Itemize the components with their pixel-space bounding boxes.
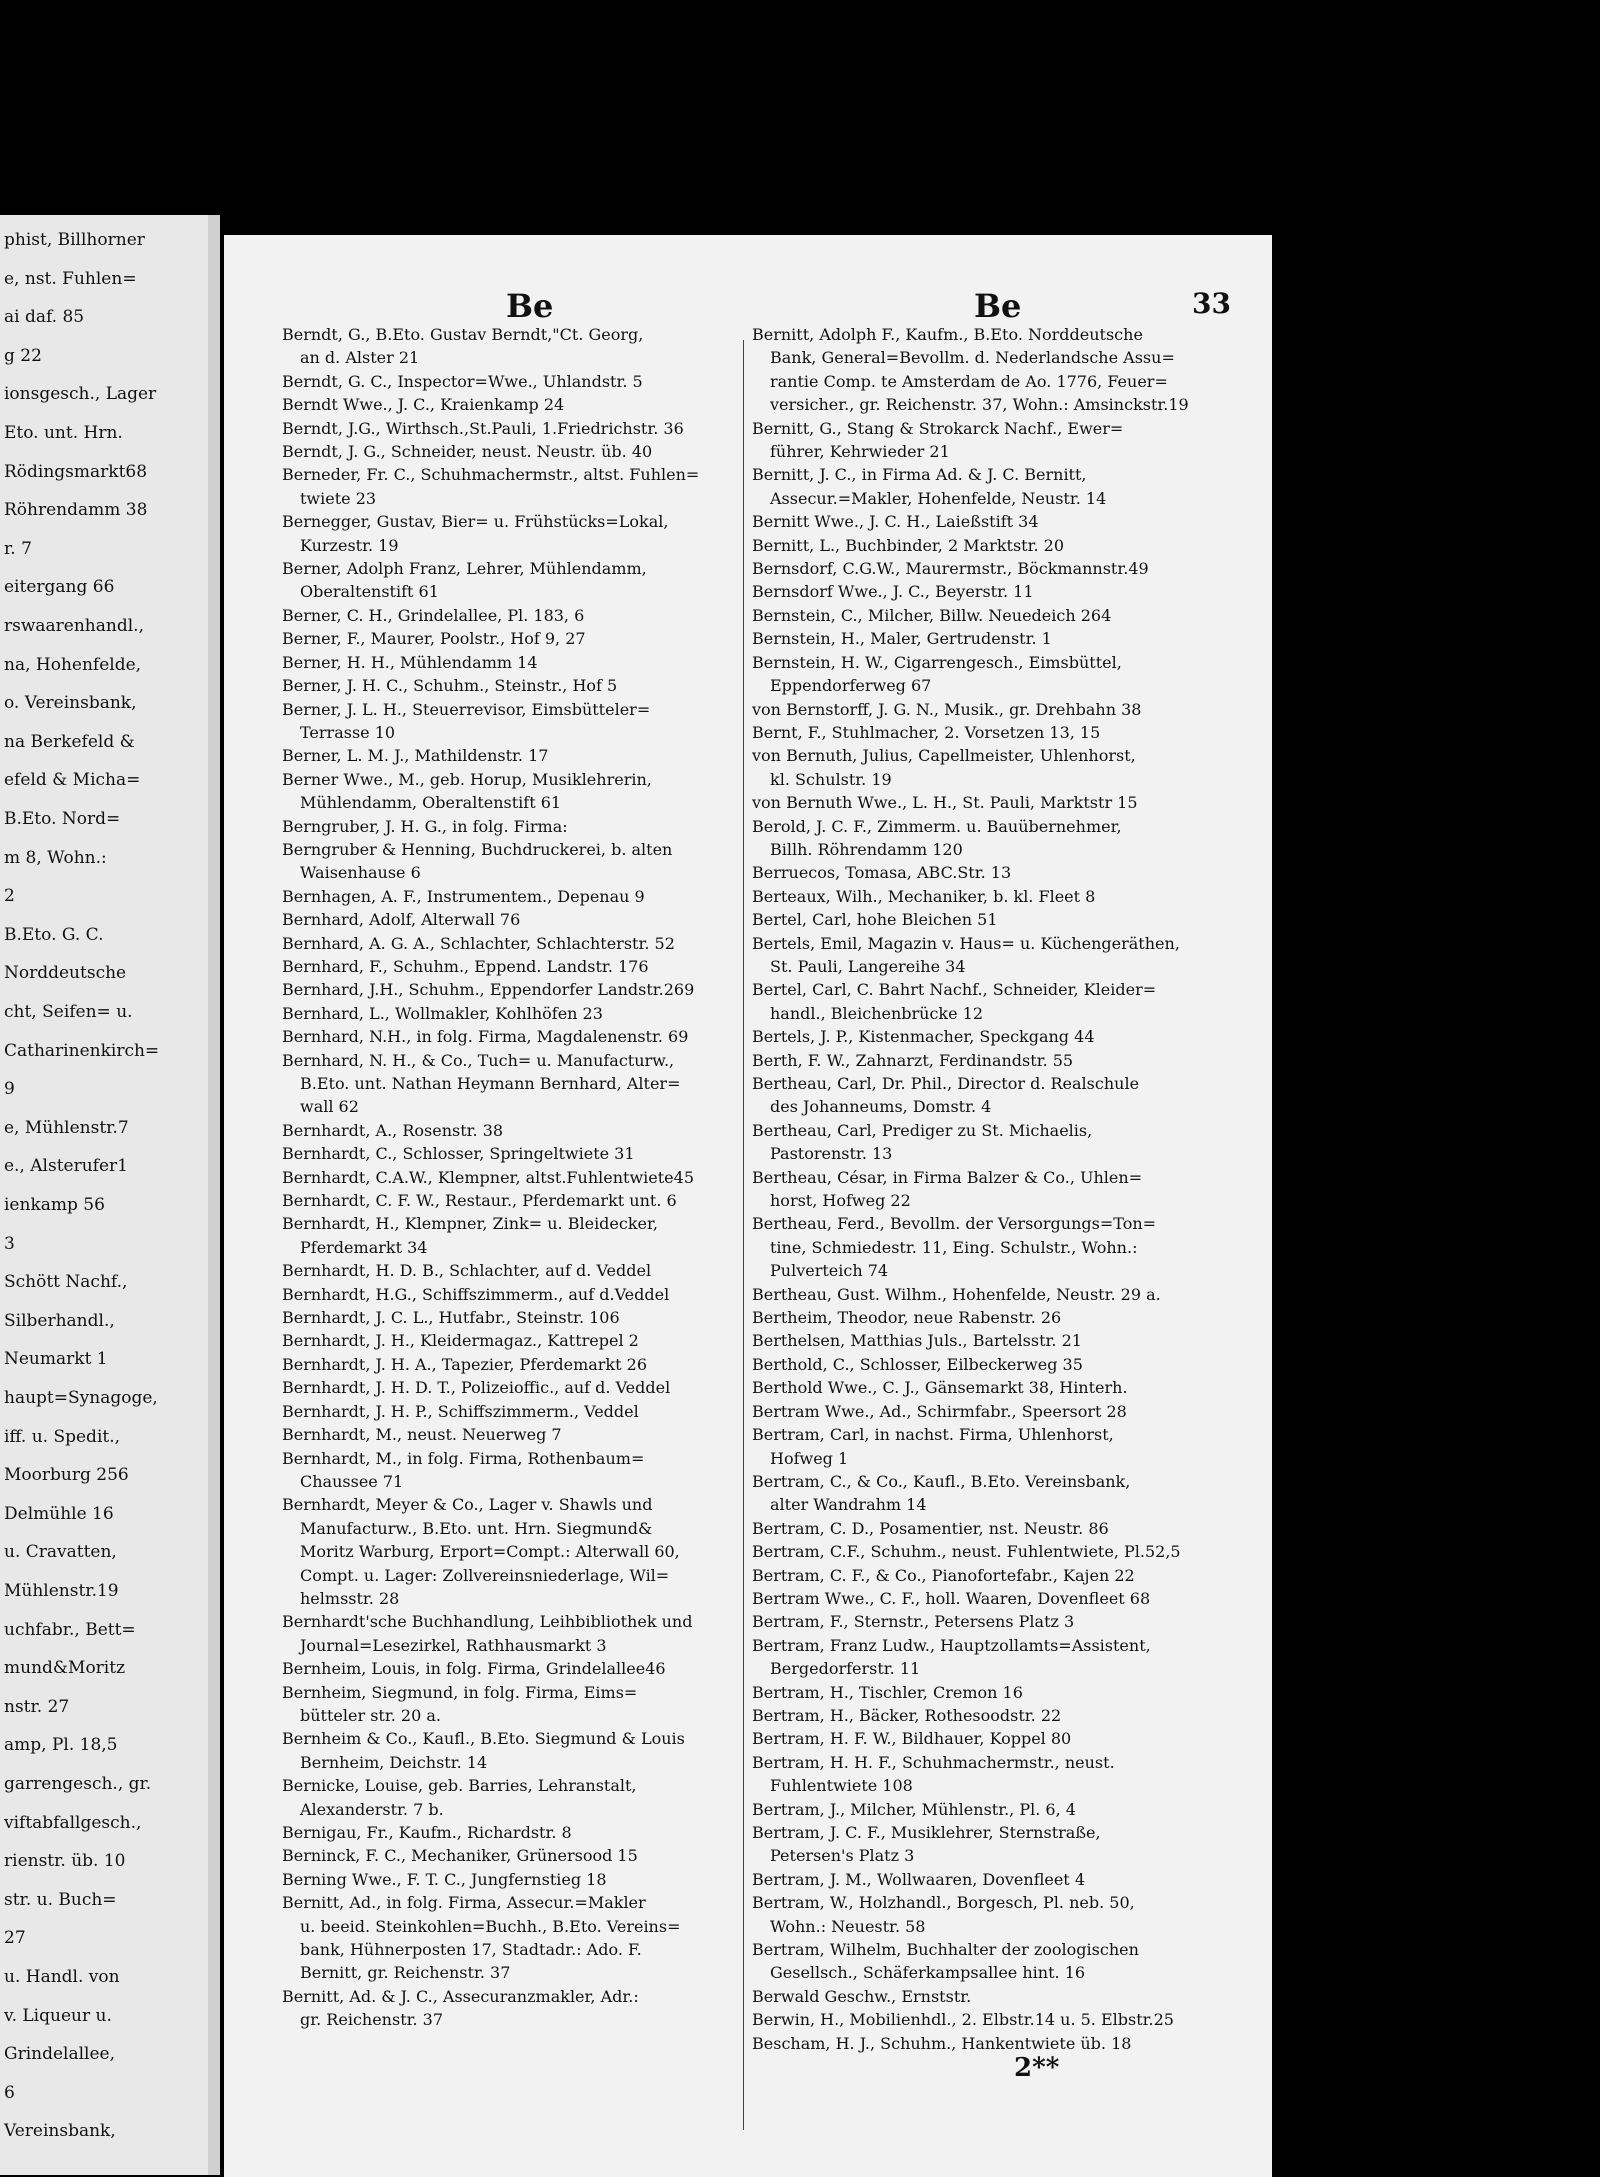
- left-page-text-fragment: Röhrendamm 38: [4, 500, 148, 521]
- directory-entry-line: Bernhardt, Meyer & Co., Lager v. Shawls und: [282, 1495, 653, 1515]
- directory-entry-line: Bertheim, Theodor, neue Rabenstr. 26: [752, 1308, 1062, 1328]
- directory-entry-line: Bertheau, César, in Firma Balzer & Co., Uhlen=: [752, 1167, 1143, 1187]
- directory-entry-line: Bernstein, H., Maler, Gertrudenstr. 1: [752, 629, 1052, 649]
- signature-mark: 2**: [1014, 2053, 1060, 2083]
- left-page-text-fragment: u. Cravatten,: [4, 1542, 117, 1563]
- directory-entry-line: Bernitt, gr. Reichenstr. 37: [300, 1963, 511, 1983]
- left-page-text-fragment: Vereinsbank,: [4, 2121, 116, 2142]
- directory-entry-line: Bertram, C. D., Posamentier, nst. Neustr. 86: [752, 1518, 1109, 1538]
- directory-entry-line: Berner, L. M. J., Mathildenstr. 17: [282, 746, 549, 766]
- directory-entry-line: Berning Wwe., F. T. C., Jungfernstieg 18: [282, 1869, 607, 1889]
- directory-entry-line: Bernhardt, A., Rosenstr. 38: [282, 1120, 504, 1140]
- directory-entry-line: Bescham, H. J., Schuhm., Hankentwiete üb. 18: [752, 2033, 1132, 2053]
- left-page-text-fragment: garrengesch., gr.: [4, 1774, 152, 1794]
- directory-entry-line: Bernhardt, C., Schlosser, Springeltwiete 31: [282, 1144, 635, 1164]
- directory-entry-line: Bertram, J. C. F., Musiklehrer, Sternstraße,: [752, 1823, 1101, 1842]
- directory-entry-line: alter Wandrahm 14: [770, 1495, 927, 1515]
- directory-entry-line: Berninck, F. C., Mechaniker, Grünersood 15: [282, 1846, 638, 1866]
- directory-entry-line: Bertheau, Carl, Prediger zu St. Michaelis,: [752, 1120, 1093, 1140]
- entries-column-left: [282, 323, 734, 2032]
- left-page-text-fragment: str. u. Buch=: [4, 1889, 117, 1910]
- directory-entry-line: Berth, F. W., Zahnarzt, Ferdinandstr. 55: [752, 1050, 1074, 1070]
- left-page-text-fragment: nstr. 27: [4, 1696, 70, 1717]
- directory-entry-line: Berndt, J.G., Wirthsch.,St.Pauli, 1.Friedrichstr. 36: [282, 418, 684, 438]
- directory-entry-line: Bernhardt, C.A.W., Klempner, altst.Fuhlentwiete45: [282, 1167, 694, 1187]
- directory-entry-line: Bernhardt, J. H. A., Tapezier, Pferdemarkt 26: [282, 1354, 647, 1374]
- left-page-text-fragment: rienstr. üb. 10: [4, 1851, 126, 1872]
- left-page-text-fragment: Neumarkt 1: [4, 1349, 108, 1370]
- directory-entry-line: Berndt, G. C., Inspector=Wwe., Uhlandstr. 5: [282, 371, 643, 391]
- directory-entry-line: Berner Wwe., M., geb. Horup, Musiklehrerin,: [282, 769, 652, 789]
- left-page-text-fragment: u. Handl. von: [4, 1967, 120, 1987]
- directory-entry-line: Bertram, H., Bäcker, Rothesoodstr. 22: [752, 1705, 1062, 1725]
- directory-entry-line: Bertram, F., Sternstr., Petersens Platz 3: [752, 1612, 1075, 1632]
- left-page-text-fragment: B.Eto. G. C.: [4, 924, 104, 945]
- directory-entry-line: Bernt, F., Stuhlmacher, 2. Vorsetzen 13, 15: [752, 722, 1101, 742]
- directory-entry-line: Berndt, G., B.Eto. Gustav Berndt,"Ct. Georg,: [282, 325, 644, 344]
- directory-entry-line: führer, Kehrwieder 21: [770, 442, 950, 462]
- directory-entry-line: Bertram, H., Tischler, Cremon 16: [752, 1682, 1023, 1702]
- directory-entry-line: gr. Reichenstr. 37: [300, 2010, 444, 2030]
- directory-entry-line: Bernhardt, J. H., Kleidermagaz., Kattrepel 2: [282, 1331, 639, 1351]
- left-page-text-fragment: ionsgesch., Lager: [4, 384, 157, 405]
- directory-entry-line: Berner, F., Maurer, Poolstr., Hof 9, 27: [282, 629, 586, 649]
- directory-entry-line: Chaussee 71: [300, 1471, 404, 1491]
- directory-entry-line: Bernhardt, J. H. D. T., Polizeioffic., auf d. Veddel: [282, 1378, 671, 1398]
- directory-entry-line: Bertram, J. M., Wollwaaren, Dovenfleet 4: [752, 1869, 1085, 1889]
- directory-entry-line: Fuhlentwiete 108: [770, 1776, 913, 1796]
- directory-entry-line: Berold, J. C. F., Zimmerm. u. Bauübernehmer,: [752, 816, 1122, 836]
- directory-entry-line: u. beeid. Steinkohlen=Buchh., B.Eto. Vereins=: [300, 1916, 681, 1936]
- directory-entry-line: wall 62: [300, 1097, 359, 1117]
- directory-entry-line: Bernhardt, M., neust. Neuerweg 7: [282, 1425, 562, 1445]
- left-page-text-fragment: r. 7: [4, 538, 32, 559]
- directory-entry-line: Petersen's Platz 3: [770, 1846, 915, 1866]
- directory-entry-line: Bertheau, Gust. Wilhm., Hohenfelde, Neustr. 29 a.: [752, 1284, 1161, 1304]
- directory-entry-line: Bernstein, C., Milcher, Billw. Neuedeich 264: [752, 605, 1112, 625]
- directory-entry-line: Bertram, C. F., & Co., Pianofortefabr., Kajen 22: [752, 1565, 1135, 1585]
- directory-entry-line: Bertel, Carl, C. Bahrt Nachf., Schneider, Kleider=: [752, 980, 1157, 1000]
- left-page-text-fragment: ai daf. 85: [4, 307, 85, 328]
- directory-entry-line: Bernhard, F., Schuhm., Eppend. Landstr. 176: [282, 956, 649, 976]
- directory-entry-line: an d. Alster 21: [300, 348, 420, 368]
- directory-entry-line: von Bernuth, Julius, Capellmeister, Uhlenhorst,: [752, 746, 1136, 766]
- directory-entry-line: Bernhardt, H.G., Schiffszimmerm., auf d.Veddel: [282, 1284, 670, 1304]
- directory-entry-line: handl., Bleichenbrücke 12: [770, 1003, 984, 1023]
- directory-entry-line: Bernitt Wwe., J. C. H., Laießstift 34: [752, 512, 1039, 532]
- directory-entry-line: tine, Schmiedestr. 11, Eing. Schulstr., Wohn.:: [770, 1237, 1138, 1257]
- left-page-text-fragment: 2: [4, 886, 15, 907]
- left-page-text-fragment: viftabfallgesch.,: [4, 1812, 142, 1833]
- directory-entry-line: Bertram, C.F., Schuhm., neust. Fuhlentwiete, Pl.52,5: [752, 1542, 1181, 1562]
- directory-entry-line: Bernstein, H. W., Cigarrengesch., Eimsbüttel,: [752, 652, 1122, 672]
- left-page-text-fragment: o. Vereinsbank,: [4, 693, 137, 714]
- directory-entry-line: Bernheim, Louis, in folg. Firma, Grindelallee46: [282, 1659, 666, 1679]
- directory-entry-line: Waisenhause 6: [300, 863, 421, 883]
- directory-entry-line: Bernhard, A. G. A., Schlachter, Schlachterstr. 52: [282, 933, 675, 953]
- directory-entry-line: Bernhardt, H., Klempner, Zink= u. Bleidecker,: [282, 1214, 658, 1234]
- directory-entry-line: Berner, J. L. H., Steuerrevisor, Eimsbütteler=: [282, 699, 651, 719]
- directory-entry-line: Bernheim, Deichstr. 14: [300, 1752, 488, 1772]
- left-page-text-fragment: ienkamp 56: [4, 1195, 105, 1215]
- directory-entry-line: Assecur.=Makler, Hohenfelde, Neustr. 14: [770, 488, 1107, 508]
- directory-page: [224, 235, 1272, 2177]
- directory-entry-line: Bertram, Franz Ludw., Hauptzollamts=Assistent,: [752, 1635, 1151, 1655]
- directory-entry-line: Berteaux, Wilh., Mechaniker, b. kl. Fleet 8: [752, 886, 1096, 906]
- left-page-text-fragment: mund&Moritz: [4, 1658, 126, 1679]
- left-page-text-fragment: na, Hohenfelde,: [4, 654, 142, 675]
- left-page-text-fragment: Rödingsmarkt68: [4, 461, 148, 482]
- directory-entry-line: Bertram, Wilhelm, Buchhalter der zoologischen: [752, 1940, 1139, 1960]
- directory-entry-line: B.Eto. unt. Nathan Heymann Bernhard, Alter=: [300, 1074, 681, 1093]
- directory-entry-line: Berthold Wwe., C. J., Gänsemarkt 38, Hinterh.: [752, 1378, 1128, 1398]
- directory-entry-line: St. Pauli, Langereihe 34: [770, 956, 966, 976]
- directory-entry-line: kl. Schulstr. 19: [770, 769, 892, 789]
- left-page-text-fragment: 27: [4, 1928, 26, 1949]
- directory-entry-line: Bergedorferstr. 11: [770, 1659, 921, 1679]
- left-page-text-fragment: Delmühle 16: [4, 1503, 114, 1524]
- directory-entry-line: Pastorenstr. 13: [770, 1144, 893, 1164]
- directory-entry-line: Bernheim, Siegmund, in folg. Firma, Eims=: [282, 1682, 638, 1702]
- directory-entry-line: Oberaltenstift 61: [300, 582, 439, 602]
- directory-entry-line: Bernsdorf, C.G.W., Maurermstr., Böckmannstr.49: [752, 559, 1149, 579]
- left-page-text-fragment: amp, Pl. 18,5: [4, 1735, 118, 1756]
- directory-entry-line: Bernhard, L., Wollmakler, Kohlhöfen 23: [282, 1003, 603, 1023]
- directory-entry-line: Berner, C. H., Grindelallee, Pl. 183, 6: [282, 605, 585, 625]
- directory-entry-line: Bernsdorf Wwe., J. C., Beyerstr. 11: [752, 582, 1034, 602]
- directory-entry-line: Journal=Lesezirkel, Rathhausmarkt 3: [300, 1635, 607, 1655]
- directory-entry-line: Berwin, H., Mobilienhdl., 2. Elbstr.14 u. 5. Elbstr.25: [752, 2010, 1174, 2030]
- left-page-text-fragment: e, Mühlenstr.7: [4, 1117, 129, 1138]
- directory-entry-line: Hofweg 1: [770, 1448, 849, 1468]
- directory-entry-line: Bernhard, Adolf, Alterwall 76: [282, 910, 521, 930]
- directory-entry-line: Bertram, Carl, in nachst. Firma, Uhlenhorst,: [752, 1425, 1114, 1445]
- directory-entry-line: Bank, General=Bevollm. d. Nederlandsche Assu=: [770, 348, 1175, 368]
- directory-entry-line: rantie Comp. te Amsterdam de Ao. 1776, Feuer=: [770, 371, 1168, 391]
- directory-entry-line: Bernhardt, J. C. L., Hutfabr., Steinstr. 106: [282, 1308, 620, 1328]
- directory-entry-line: Bertram, H. F. W., Bildhauer, Koppel 80: [752, 1729, 1072, 1749]
- directory-entry-line: Bertram, H. H. F., Schuhmachermstr., neust.: [752, 1752, 1115, 1772]
- left-page-text-fragment: haupt=Synagoge,: [4, 1388, 158, 1408]
- directory-entry-line: Bernigau, Fr., Kaufm., Richardstr. 8: [282, 1823, 572, 1842]
- directory-entry-line: Bernicke, Louise, geb. Barries, Lehranstalt,: [282, 1776, 637, 1796]
- left-page-text-fragment: 9: [4, 1079, 15, 1100]
- directory-entry-line: Billh. Röhrendamm 120: [770, 839, 963, 859]
- left-page-text-fragment: g 22: [4, 345, 42, 366]
- directory-entry-line: Bertram, C., & Co., Kaufl., B.Eto. Vereinsbank,: [752, 1471, 1131, 1491]
- left-page-text-fragment: B.Eto. Nord=: [4, 809, 121, 829]
- directory-entry-line: Bernitt, L., Buchbinder, 2 Marktstr. 20: [752, 535, 1064, 555]
- directory-entry-line: Bernheim & Co., Kaufl., B.Eto. Siegmund & Louis: [282, 1729, 685, 1749]
- directory-entry-line: Bertel, Carl, hohe Bleichen 51: [752, 910, 998, 930]
- directory-entry-line: Berndt, J. G., Schneider, neust. Neustr. üb. 40: [282, 442, 653, 462]
- directory-entry-line: Bertram Wwe., C. F., holl. Waaren, Dovenfleet 68: [752, 1588, 1151, 1608]
- left-page-text-fragment: Mühlenstr.19: [4, 1581, 119, 1601]
- left-page-text-fragment: phist, Billhorner: [4, 230, 145, 250]
- directory-entry-line: Wohn.: Neuestr. 58: [770, 1916, 926, 1936]
- left-page-text-fragment: m 8, Wohn.:: [4, 847, 107, 868]
- directory-entry-line: Bernitt, Ad. & J. C., Assecuranzmakler, Adr.:: [282, 1986, 639, 2006]
- left-page-text-fragment: uchfabr., Bett=: [4, 1619, 136, 1640]
- left-page-text-fragment: Eto. unt. Hrn.: [4, 423, 123, 443]
- left-column-head: Be: [506, 287, 554, 325]
- left-page-text-fragment: eitergang 66: [4, 577, 115, 598]
- directory-entry-line: Berthold, C., Schlosser, Eilbeckerweg 35: [752, 1354, 1083, 1374]
- left-page-text-fragment: Catharinenkirch=: [4, 1040, 160, 1061]
- directory-entry-line: Compt. u. Lager: Zollvereinsniederlage, Wil=: [300, 1565, 670, 1585]
- left-page-text-fragment: v. Liqueur u.: [4, 2005, 112, 2026]
- directory-entry-line: versicher., gr. Reichenstr. 37, Wohn.: Amsinckstr.19: [770, 395, 1189, 415]
- directory-entry-line: Pulverteich 74: [770, 1261, 889, 1281]
- directory-entry-line: Bernhardt, C. F. W., Restaur., Pferdemarkt unt. 6: [282, 1191, 677, 1211]
- directory-entry-line: Gesellsch., Schäferkampsallee hint. 16: [770, 1963, 1086, 1983]
- left-page-text-fragment: e, nst. Fuhlen=: [4, 268, 137, 289]
- directory-entry-line: Bernhardt'sche Buchhandlung, Leihbibliothek und: [282, 1612, 693, 1632]
- left-page-text-fragment: 3: [4, 1233, 15, 1254]
- directory-entry-line: Berneder, Fr. C., Schuhmachermstr., altst. Fuhlen=: [282, 465, 700, 485]
- directory-entry-line: Bernitt, J. C., in Firma Ad. & J. C. Bernitt,: [752, 465, 1087, 485]
- directory-entry-line: Moritz Warburg, Erport=Compt.: Alterwall 60,: [300, 1542, 680, 1562]
- directory-entry-line: Bernitt, Ad., in folg. Firma, Assecur.=Makler: [282, 1893, 646, 1913]
- directory-entry-line: Bertram Wwe., Ad., Schirmfabr., Speersort 28: [752, 1401, 1127, 1421]
- directory-entry-line: Bernitt, Adolph F., Kaufm., B.Eto. Norddeutsche: [752, 325, 1143, 344]
- directory-entry-line: Bertram, J., Milcher, Mühlenstr., Pl. 6, 4: [752, 1799, 1076, 1819]
- directory-entry-line: Berngruber, J. H. G., in folg. Firma:: [282, 816, 568, 836]
- directory-entry-line: Berngruber & Henning, Buchdruckerei, b. alten: [282, 839, 673, 859]
- directory-entry-line: Bernitt, G., Stang & Strokarck Nachf., Ewer=: [752, 418, 1124, 438]
- directory-entry-line: bütteler str. 20 a.: [300, 1705, 441, 1725]
- directory-entry-line: Bertels, Emil, Magazin v. Haus= u. Küchengeräthen,: [752, 933, 1180, 953]
- right-column-head: Be: [974, 287, 1022, 325]
- directory-entry-line: Mühlendamm, Oberaltenstift 61: [300, 793, 562, 813]
- directory-entry-line: Bertheau, Carl, Dr. Phil., Director d. Realschule: [752, 1074, 1140, 1093]
- directory-entry-line: Pferdemarkt 34: [300, 1237, 428, 1257]
- directory-entry-line: Bernhard, N.H., in folg. Firma, Magdalenenstr. 69: [282, 1027, 689, 1047]
- directory-entry-line: Terrasse 10: [300, 722, 396, 742]
- directory-entry-line: Bernhagen, A. F., Instrumentem., Depenau 9: [282, 886, 645, 906]
- left-page-text-fragment: Norddeutsche: [4, 963, 127, 984]
- directory-entry-line: des Johanneums, Domstr. 4: [770, 1097, 992, 1117]
- left-page-text-fragment: 6: [4, 2082, 15, 2103]
- left-page-text-fragment: Grindelallee,: [4, 2044, 116, 2065]
- left-page-text-fragment: na Berkefeld &: [4, 731, 135, 752]
- directory-entry-line: Bernegger, Gustav, Bier= u. Frühstücks=Lokal,: [282, 512, 669, 532]
- directory-entry-line: Berwald Geschw., Ernststr.: [752, 1986, 972, 2006]
- directory-entry-line: horst, Hofweg 22: [770, 1191, 911, 1211]
- directory-entry-line: Berner, J. H. C., Schuhm., Steinstr., Hof 5: [282, 676, 618, 696]
- directory-entry-line: Berner, H. H., Mühlendamm 14: [282, 652, 538, 672]
- directory-entry-line: Bernhard, J.H., Schuhm., Eppendorfer Landstr.269: [282, 980, 695, 1000]
- directory-entry-line: bank, Hühnerposten 17, Stadtadr.: Ado. F.: [300, 1940, 642, 1960]
- directory-entry-line: von Bernstorff, J. G. N., Musik., gr. Drehbahn 38: [752, 699, 1142, 719]
- directory-entry-line: Bertels, J. P., Kistenmacher, Speckgang 44: [752, 1027, 1095, 1047]
- directory-entry-line: Bernhard, N. H., & Co., Tuch= u. Manufacturw.,: [282, 1050, 675, 1070]
- directory-entry-line: Bertram, W., Holzhandl., Borgesch, Pl. neb. 50,: [752, 1893, 1135, 1913]
- directory-entry-line: Bernhardt, J. H. P., Schiffszimmerm., Veddel: [282, 1401, 639, 1421]
- directory-entry-line: von Bernuth Wwe., L. H., St. Pauli, Marktstr 15: [752, 793, 1138, 813]
- left-page-fragment: [0, 215, 208, 2175]
- left-page-text-fragment: Schött Nachf.,: [4, 1272, 128, 1293]
- directory-entry-line: Bernhardt, H. D. B., Schlachter, auf d. Veddel: [282, 1261, 652, 1281]
- column-divider: [743, 340, 744, 2130]
- directory-entry-line: Manufacturw., B.Eto. unt. Hrn. Siegmund&: [300, 1518, 653, 1538]
- directory-entry-line: Berruecos, Tomasa, ABC.Str. 13: [752, 863, 1012, 883]
- directory-entry-line: helmsstr. 28: [300, 1588, 400, 1608]
- directory-entry-line: Berndt Wwe., J. C., Kraienkamp 24: [282, 395, 565, 415]
- page-number: 33: [1192, 287, 1231, 320]
- left-page-text-fragment: Silberhandl.,: [4, 1310, 115, 1331]
- left-page-text-fragment: cht, Seifen= u.: [4, 1002, 133, 1022]
- left-page-text-fragment: efeld & Micha=: [4, 770, 141, 791]
- directory-entry-line: Berthelsen, Matthias Juls., Bartelsstr. 21: [752, 1331, 1082, 1351]
- directory-entry-line: Kurzestr. 19: [300, 535, 399, 555]
- left-page-text-fragment: rswaarenhandl.,: [4, 616, 144, 636]
- directory-entry-line: Bernhardt, M., in folg. Firma, Rothenbaum=: [282, 1448, 645, 1468]
- left-page-text-fragment: Moorburg 256: [4, 1465, 129, 1486]
- directory-entry-line: Eppendorferweg 67: [770, 676, 932, 696]
- directory-entry-line: Bertheau, Ferd., Bevollm. der Versorgungs=Ton=: [752, 1214, 1157, 1234]
- directory-entry-line: Berner, Adolph Franz, Lehrer, Mühlendamm,: [282, 559, 647, 579]
- left-page-text-fragment: e., Alsterufer1: [4, 1156, 128, 1177]
- directory-entry-line: twiete 23: [300, 488, 377, 508]
- directory-entry-line: Alexanderstr. 7 b.: [300, 1799, 444, 1819]
- entries-column-right: [752, 323, 1242, 2055]
- book-gutter: [208, 215, 220, 2175]
- left-page-text-fragment: iff. u. Spedit.,: [4, 1426, 121, 1447]
